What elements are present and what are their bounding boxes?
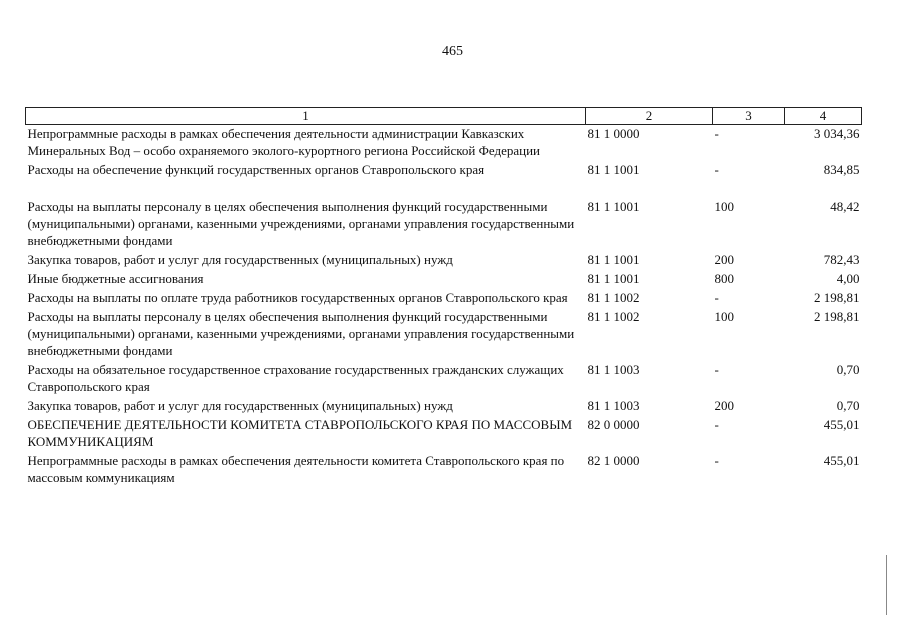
table-header-row <box>26 108 862 125</box>
row-code: 81 1 1001 <box>587 252 640 267</box>
row-type: 100 <box>714 309 734 324</box>
table-row <box>26 289 862 308</box>
table-row <box>26 161 862 198</box>
column-header-amount: 4 <box>785 108 862 125</box>
row-code: 81 1 1001 <box>587 199 640 214</box>
row-type: - <box>714 453 719 468</box>
row-type: - <box>714 126 719 141</box>
row-code: 81 1 1003 <box>587 362 640 377</box>
row-code: 81 1 1001 <box>587 162 640 177</box>
row-type: 200 <box>714 252 734 267</box>
row-name: ОБЕСПЕЧЕНИЕ ДЕЯТЕЛЬНОСТИ КОМИТЕТА СТАВРОПОЛЬСКОГО КРАЯ ПО МАССОВЫМ КОММУНИКАЦИЯМ <box>27 417 573 449</box>
row-type: - <box>714 162 719 177</box>
row-amount: 0,70 <box>836 398 860 413</box>
row-name: Расходы на выплаты персоналу в целях обеспечения выполнения функций государственными (муниципальными) органами, казенными учреждениями, органами управления государственными внебюджетными фондами <box>27 309 575 358</box>
row-code: 81 1 1002 <box>587 309 640 324</box>
row-name: Непрограммные расходы в рамках обеспечения деятельности комитета Ставропольского края по массовым коммуникациям <box>27 453 565 485</box>
row-amount: 455,01 <box>823 453 860 468</box>
row-type: - <box>714 417 719 432</box>
row-amount: 3 034,36 <box>814 126 860 141</box>
row-code: 82 0 0000 <box>587 417 640 432</box>
row-amount: 782,43 <box>823 252 860 267</box>
row-amount: 2 198,81 <box>814 309 860 324</box>
table-row <box>26 397 862 416</box>
table-row <box>26 308 862 361</box>
row-type: 800 <box>714 271 734 286</box>
row-amount: 455,01 <box>823 417 860 432</box>
table-row <box>26 361 862 397</box>
budget-table <box>25 107 862 488</box>
row-name: Закупка товаров, работ и услуг для государственных (муниципальных) нужд <box>27 398 453 413</box>
row-code: 81 1 1003 <box>587 398 640 413</box>
row-type: - <box>714 290 719 305</box>
row-type: 100 <box>714 199 734 214</box>
column-header-code: 2 <box>586 108 713 125</box>
row-code: 81 1 1001 <box>587 271 640 286</box>
row-name: Расходы на выплаты персоналу в целях обеспечения выполнения функций государственными (муниципальными) органами, казенными учреждениями, органами управления государственными внебюджетными фондами <box>27 199 575 248</box>
row-name: Иные бюджетные ассигнования <box>27 271 204 286</box>
row-code: 81 1 0000 <box>587 126 640 141</box>
row-name: Расходы на обеспечение функций государственных органов Ставропольского края <box>27 162 485 177</box>
column-header-type: 3 <box>713 108 785 125</box>
row-amount: 2 198,81 <box>814 290 860 305</box>
table-row <box>26 125 862 162</box>
table-row <box>26 198 862 251</box>
table-row <box>26 452 862 488</box>
row-name: Расходы на обязательное государственное страхование государственных гражданских служащих Ставропольского края <box>27 362 564 394</box>
row-amount: 4,00 <box>836 271 860 286</box>
row-name: Непрограммные расходы в рамках обеспечения деятельности администрации Кавказских Минеральных Вод – особо охраняемого эколого-курортного региона Российской Федерации <box>27 126 540 158</box>
table-row <box>26 251 862 270</box>
row-amount: 834,85 <box>823 162 860 177</box>
row-type: 200 <box>714 398 734 413</box>
scan-edge-line <box>886 555 887 615</box>
row-code: 81 1 1002 <box>587 290 640 305</box>
row-amount: 48,42 <box>830 199 860 214</box>
row-name: Расходы на выплаты по оплате труда работников государственных органов Ставропольского края <box>27 290 568 305</box>
table-row <box>26 270 862 289</box>
column-header-name: 1 <box>26 108 586 125</box>
page-number: 465 <box>442 44 463 59</box>
table-row <box>26 416 862 452</box>
row-type: - <box>714 362 719 377</box>
row-code: 82 1 0000 <box>587 453 640 468</box>
row-amount: 0,70 <box>836 362 860 377</box>
row-name: Закупка товаров, работ и услуг для государственных (муниципальных) нужд <box>27 252 453 267</box>
